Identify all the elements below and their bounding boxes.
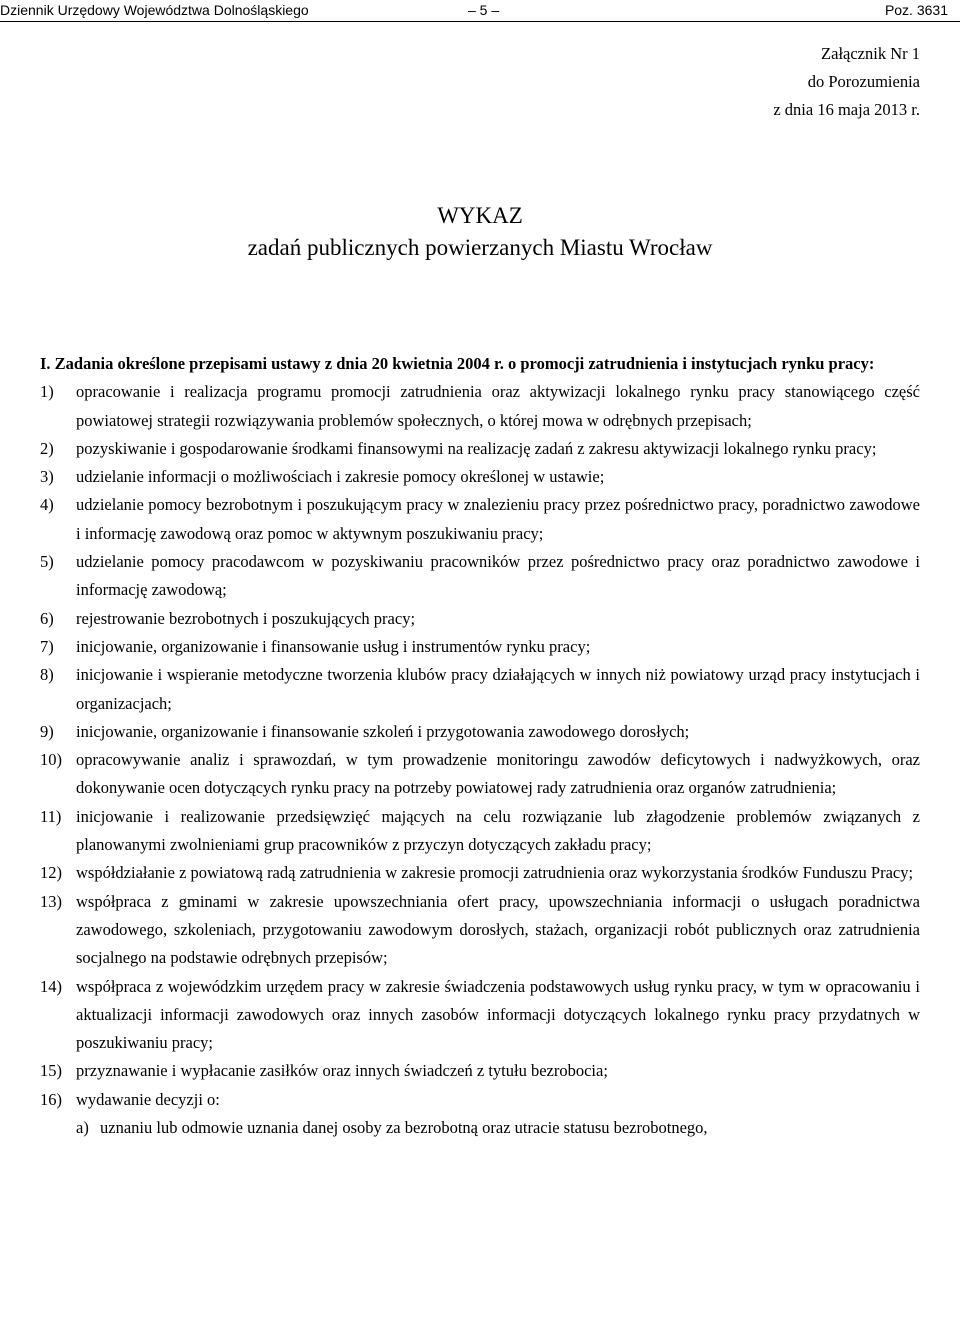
list-item-text: współpraca z wojewódzkim urzędem pracy w zakresie świadczenia podstawowych usług rynku pracy, w tym w opracowaniu i aktualizacji informacji zawodowych oraz innych zasobów informacji dotyczących lokalnego rynku pracy przydatnych w poszukiwaniu pracy; [76, 976, 920, 1053]
list-item [40, 888, 920, 973]
list-item [40, 1057, 920, 1085]
list-item-number: 12) [40, 863, 62, 883]
list-item-text: wydawanie decyzji o: [76, 1089, 220, 1109]
list-item [40, 973, 920, 1058]
sub-list-item-letter: a) [76, 1118, 89, 1138]
list-item [40, 378, 920, 435]
list-item-text: współpraca z gminami w zakresie upowszechniania ofert pracy, upowszechniania informacji o usługach poradnictwa zawodowego, szkoleniach, przygotowaniu zawodowym dorosłych, stażach, organizacji robót publicznych oraz zatrudnienia socjalnego na podstawie odrębnych przepisów; [76, 891, 920, 968]
list-item-text: udzielanie pomocy bezrobotnym i poszukującym pracy w znalezieniu pracy przez pośrednictwo pracy, poradnictwo zawodowe i informację zawodową oraz pomoc w aktywnym poszukiwaniu pracy; [76, 495, 920, 543]
title-main: WYKAZ [437, 203, 523, 228]
list-item [40, 661, 920, 718]
list-item-number: 5) [40, 552, 54, 572]
list-item [40, 859, 920, 887]
list-item-number: 7) [40, 636, 54, 656]
list-item-number: 8) [40, 665, 54, 685]
header-rule [0, 21, 960, 22]
list-item [40, 1086, 920, 1114]
journal-title: Dziennik Urzędowy Województwa Dolnośląskiego [0, 2, 309, 18]
page-number: – 5 – [468, 2, 500, 18]
list-item-text: rejestrowanie bezrobotnych i poszukujących pracy; [76, 608, 416, 628]
list-item-text: inicjowanie, organizowanie i finansowanie usług i instrumentów rynku pracy; [76, 636, 591, 656]
list-item [40, 718, 920, 746]
list-item-number: 9) [40, 721, 54, 741]
list-item-number: 3) [40, 467, 54, 487]
position-number: Poz. 3631 [884, 2, 948, 18]
document-title [0, 200, 960, 264]
attachment-number: Załącznik Nr 1 [821, 44, 920, 63]
document-body [40, 350, 920, 1142]
list-item-number: 1) [40, 382, 54, 402]
page-header [0, 0, 960, 22]
list-item-text: pozyskiwanie i gospodarowanie środkami finansowymi na realizację zadań z zakresu aktywizacji lokalnego rynku pracy; [76, 438, 877, 458]
list-item-number: 14) [40, 976, 62, 996]
list-item [40, 633, 920, 661]
list-item-number: 16) [40, 1089, 62, 1109]
list-item [40, 463, 920, 491]
section-heading: I. Zadania określone przepisami ustawy z dnia 20 kwietnia 2004 r. o promocji zatrudnienia i instytucjach rynku pracy: [40, 354, 875, 373]
attachment-note [773, 40, 920, 124]
list-item [40, 746, 920, 803]
list-item-number: 10) [40, 750, 62, 770]
attachment-reference: do Porozumienia [807, 72, 920, 91]
list-item [40, 548, 920, 605]
list-item [40, 605, 920, 633]
list-item-number: 6) [40, 608, 54, 628]
list-item-text: opracowywanie analiz i sprawozdań, w tym prowadzenie monitoringu zawodów deficytowych i nadwyżkowych, oraz dokonywanie ocen dotyczących rynku pracy na potrzeby powiatowej rady zatrudnienia oraz organów zatrudnienia; [76, 750, 920, 798]
list-item-number: 11) [40, 806, 62, 826]
list-item-text: inicjowanie i wspieranie metodyczne tworzenia klubów pracy działających w innych niż powiatowy urząd pracy instytucjach i organizacjach; [76, 665, 920, 713]
list-item-text: przyznawanie i wypłacanie zasiłków oraz innych świadczeń z tytułu bezrobocia; [76, 1061, 608, 1081]
list-item-text: współdziałanie z powiatową radą zatrudnienia w zakresie promocji zatrudnienia oraz wykorzystania środków Funduszu Pracy; [76, 863, 914, 883]
list-item [40, 491, 920, 548]
list-item-text: inicjowanie i realizowanie przedsięwzięć mających na celu rozwiązanie lub złagodzenie problemów związanych z planowanymi zwolnieniami grup pracowników z przyczyn dotyczących zakładu pracy; [76, 806, 920, 855]
list-item-number: 13) [40, 891, 62, 911]
list-item-number: 15) [40, 1061, 62, 1081]
list-item-number: 2) [40, 438, 54, 458]
list-item [40, 435, 920, 463]
list-item-text: udzielanie pomocy pracodawcom w pozyskiwaniu pracowników przez pośrednictwo pracy oraz poradnictwo zawodowe i informację zawodową; [76, 552, 920, 600]
title-subtitle: zadań publicznych powierzanych Miastu Wrocław [247, 235, 713, 260]
sub-list-item [76, 1114, 920, 1142]
list-item-text: opracowanie i realizacja programu promocji zatrudnienia oraz aktywizacji lokalnego rynku pracy stanowiącego część powiatowej strategii rozwiązywania problemów społecznych, o której mowa w odrębnych przepisach; [76, 382, 920, 430]
list-item-text: inicjowanie, organizowanie i finansowanie szkoleń i przygotowania zawodowego dorosłych; [76, 721, 690, 741]
list-item-number: 4) [40, 495, 54, 515]
attachment-date: z dnia 16 maja 2013 r. [773, 100, 920, 119]
list-item [40, 803, 920, 860]
sub-list-item-text: uznaniu lub odmowie uznania danej osoby za bezrobotną oraz utracie statusu bezrobotnego, [100, 1118, 708, 1138]
list-item-text: udzielanie informacji o możliwościach i zakresie pomocy określonej w ustawie; [76, 467, 605, 487]
